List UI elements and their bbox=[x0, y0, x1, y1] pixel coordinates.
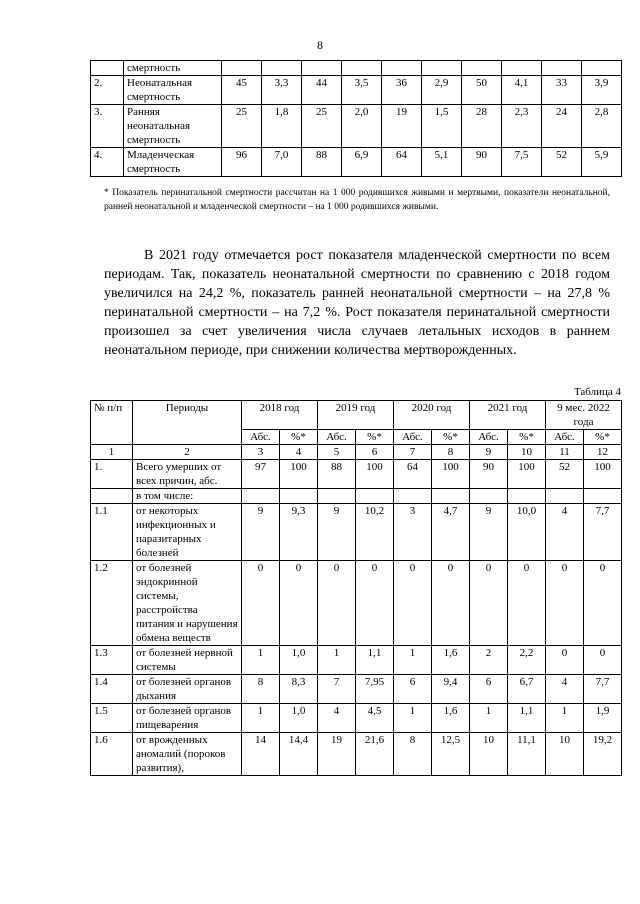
row-label: от болезней эндокринной системы, расстройства питания и нарушения обмена веществ bbox=[133, 561, 242, 646]
row-label: от болезней органов пищеварения bbox=[133, 704, 242, 733]
row-number: 1. bbox=[91, 460, 133, 489]
column-number: 10 bbox=[508, 445, 546, 460]
value-cell: 4 bbox=[318, 704, 356, 733]
column-number: 1 bbox=[91, 445, 133, 460]
value-cell: 96 bbox=[222, 148, 262, 177]
value-cell: 7,7 bbox=[584, 504, 622, 561]
value-cell: 0 bbox=[470, 561, 508, 646]
causes-of-death-table bbox=[90, 400, 622, 776]
value-cell: 36 bbox=[382, 76, 422, 105]
value-cell: 10,2 bbox=[356, 504, 394, 561]
row-number: 3. bbox=[91, 105, 124, 148]
table-row bbox=[91, 646, 622, 675]
row-number: 1.5 bbox=[91, 704, 133, 733]
value-cell bbox=[422, 61, 462, 76]
value-cell: 33 bbox=[542, 76, 582, 105]
value-cell: 1 bbox=[470, 704, 508, 733]
value-cell bbox=[302, 61, 342, 76]
value-cell bbox=[582, 61, 622, 76]
header-abs: Абс. bbox=[546, 430, 584, 445]
header-periods: Периоды bbox=[133, 401, 242, 445]
column-number: 2 bbox=[133, 445, 242, 460]
value-cell: 9 bbox=[318, 504, 356, 561]
row-label: Всего умерших от всех причин, абс. bbox=[133, 460, 242, 489]
table-row bbox=[91, 561, 622, 646]
value-cell: 2,8 bbox=[582, 105, 622, 148]
value-cell bbox=[382, 61, 422, 76]
value-cell: 0 bbox=[318, 561, 356, 646]
row-number bbox=[91, 489, 133, 504]
column-number: 5 bbox=[318, 445, 356, 460]
body-paragraph: В 2021 году отмечается рост показателя младенческой смертности по всем периодам. Так, показатель неонатальной смертности по сравнению с 2018 годом увеличился на 24,2 %, показатель ранней неонатальной смертности – на 27,8 % перинатальной смертности – на 7,2 %. Рост показателя перинатальной смертности произошел за счет увеличения числа случаев летальных исходов в раннем неонатальном периоде, при снижении количества мертворожденных. bbox=[104, 248, 610, 358]
table-row bbox=[91, 76, 622, 105]
value-cell bbox=[262, 61, 302, 76]
value-cell: 8 bbox=[242, 675, 280, 704]
value-cell: 14 bbox=[242, 733, 280, 776]
value-cell bbox=[394, 489, 432, 504]
value-cell: 6 bbox=[470, 675, 508, 704]
value-cell: 7,5 bbox=[502, 148, 542, 177]
table-row bbox=[91, 675, 622, 704]
value-cell: 6,9 bbox=[342, 148, 382, 177]
header-pct: %* bbox=[356, 430, 394, 445]
value-cell: 2,2 bbox=[508, 646, 546, 675]
value-cell: 1,1 bbox=[356, 646, 394, 675]
header-year: 9 мес. 2022 года bbox=[546, 401, 622, 430]
value-cell: 3,3 bbox=[262, 76, 302, 105]
column-number: 6 bbox=[356, 445, 394, 460]
row-label: Младенческая смертность bbox=[124, 148, 222, 177]
value-cell: 1,9 bbox=[584, 704, 622, 733]
value-cell: 9,3 bbox=[280, 504, 318, 561]
value-cell: 7,95 bbox=[356, 675, 394, 704]
value-cell: 0 bbox=[584, 561, 622, 646]
value-cell: 88 bbox=[302, 148, 342, 177]
row-number: 1.6 bbox=[91, 733, 133, 776]
header-pct: %* bbox=[508, 430, 546, 445]
value-cell: 4,1 bbox=[502, 76, 542, 105]
value-cell bbox=[222, 61, 262, 76]
value-cell: 1 bbox=[242, 704, 280, 733]
value-cell: 1,8 bbox=[262, 105, 302, 148]
table-row bbox=[91, 148, 622, 177]
value-cell: 2 bbox=[470, 646, 508, 675]
value-cell bbox=[584, 489, 622, 504]
page-number: 8 bbox=[317, 38, 323, 52]
row-number: 4. bbox=[91, 148, 124, 177]
value-cell: 0 bbox=[356, 561, 394, 646]
value-cell: 0 bbox=[508, 561, 546, 646]
value-cell: 90 bbox=[462, 148, 502, 177]
value-cell: 10,0 bbox=[508, 504, 546, 561]
value-cell: 0 bbox=[242, 561, 280, 646]
value-cell: 1 bbox=[394, 646, 432, 675]
value-cell: 64 bbox=[382, 148, 422, 177]
row-number: 2. bbox=[91, 76, 124, 105]
value-cell: 4 bbox=[546, 675, 584, 704]
value-cell: 24 bbox=[542, 105, 582, 148]
header-pct: %* bbox=[584, 430, 622, 445]
value-cell bbox=[342, 61, 382, 76]
value-cell: 2,9 bbox=[422, 76, 462, 105]
value-cell: 1,0 bbox=[280, 704, 318, 733]
header-abs: Абс. bbox=[394, 430, 432, 445]
table-row bbox=[91, 704, 622, 733]
value-cell: 10 bbox=[546, 733, 584, 776]
row-number bbox=[91, 61, 124, 76]
header-year: 2021 год bbox=[470, 401, 546, 430]
header-row-years bbox=[91, 401, 622, 430]
value-cell: 1,0 bbox=[280, 646, 318, 675]
header-abs: Абс. bbox=[318, 430, 356, 445]
value-cell: 9 bbox=[242, 504, 280, 561]
value-cell: 100 bbox=[508, 460, 546, 489]
table-caption: Таблица 4 bbox=[573, 386, 621, 398]
header-year: 2019 год bbox=[318, 401, 394, 430]
mortality-rates-table bbox=[90, 60, 622, 177]
value-cell: 3,9 bbox=[582, 76, 622, 105]
value-cell bbox=[542, 61, 582, 76]
value-cell: 1 bbox=[394, 704, 432, 733]
value-cell: 100 bbox=[356, 460, 394, 489]
value-cell: 8,3 bbox=[280, 675, 318, 704]
column-number: 8 bbox=[432, 445, 470, 460]
value-cell: 1,6 bbox=[432, 704, 470, 733]
value-cell: 1 bbox=[546, 704, 584, 733]
value-cell: 52 bbox=[542, 148, 582, 177]
value-cell: 100 bbox=[432, 460, 470, 489]
value-cell: 0 bbox=[546, 561, 584, 646]
header-year: 2020 год bbox=[394, 401, 470, 430]
value-cell: 0 bbox=[546, 646, 584, 675]
value-cell: 100 bbox=[280, 460, 318, 489]
value-cell bbox=[546, 489, 584, 504]
row-label: от некоторых инфекционных и паразитарных болезней bbox=[133, 504, 242, 561]
value-cell: 1,5 bbox=[422, 105, 462, 148]
value-cell bbox=[462, 61, 502, 76]
column-number: 9 bbox=[470, 445, 508, 460]
value-cell bbox=[502, 61, 542, 76]
value-cell: 2,3 bbox=[502, 105, 542, 148]
value-cell: 6,7 bbox=[508, 675, 546, 704]
value-cell: 9 bbox=[470, 504, 508, 561]
row-label: в том числе: bbox=[133, 489, 242, 504]
table-row bbox=[91, 460, 622, 489]
row-number: 1.1 bbox=[91, 504, 133, 561]
column-number: 7 bbox=[394, 445, 432, 460]
footnote: * Показатель перинатальной смертности рассчитан на 1 000 родившихся живыми и мертвыми, показатели неонатальной, ранней неонатальной и младенческой смертности – на 1 000 родившихся живыми. bbox=[104, 188, 610, 212]
header-pct: %* bbox=[432, 430, 470, 445]
row-label: Ранняя неонатальная смертность bbox=[124, 105, 222, 148]
value-cell: 8 bbox=[394, 733, 432, 776]
table-row bbox=[91, 61, 622, 76]
value-cell: 4,7 bbox=[432, 504, 470, 561]
value-cell: 19,2 bbox=[584, 733, 622, 776]
value-cell: 1 bbox=[242, 646, 280, 675]
row-number: 1.3 bbox=[91, 646, 133, 675]
value-cell: 19 bbox=[318, 733, 356, 776]
value-cell: 11,1 bbox=[508, 733, 546, 776]
value-cell: 3 bbox=[394, 504, 432, 561]
value-cell: 88 bbox=[318, 460, 356, 489]
value-cell: 6 bbox=[394, 675, 432, 704]
value-cell bbox=[280, 489, 318, 504]
value-cell: 7,0 bbox=[262, 148, 302, 177]
value-cell: 1,6 bbox=[432, 646, 470, 675]
header-abs: Абс. bbox=[470, 430, 508, 445]
value-cell: 0 bbox=[280, 561, 318, 646]
value-cell: 64 bbox=[394, 460, 432, 489]
value-cell: 44 bbox=[302, 76, 342, 105]
value-cell: 100 bbox=[584, 460, 622, 489]
value-cell: 10 bbox=[470, 733, 508, 776]
value-cell: 52 bbox=[546, 460, 584, 489]
row-label: смертность bbox=[124, 61, 222, 76]
value-cell: 14,4 bbox=[280, 733, 318, 776]
value-cell: 25 bbox=[302, 105, 342, 148]
value-cell bbox=[508, 489, 546, 504]
column-number: 4 bbox=[280, 445, 318, 460]
table-row bbox=[91, 105, 622, 148]
table-row bbox=[91, 489, 622, 504]
header-year: 2018 год bbox=[242, 401, 318, 430]
value-cell: 50 bbox=[462, 76, 502, 105]
value-cell: 4,5 bbox=[356, 704, 394, 733]
value-cell bbox=[242, 489, 280, 504]
row-label: от болезней нервной системы bbox=[133, 646, 242, 675]
value-cell: 90 bbox=[470, 460, 508, 489]
value-cell bbox=[318, 489, 356, 504]
table-row bbox=[91, 733, 622, 776]
value-cell: 3,5 bbox=[342, 76, 382, 105]
row-label: Неонатальная смертность bbox=[124, 76, 222, 105]
value-cell: 25 bbox=[222, 105, 262, 148]
column-number: 11 bbox=[546, 445, 584, 460]
row-label: от врожденных аномалий (пороков развития), bbox=[133, 733, 242, 776]
value-cell: 0 bbox=[584, 646, 622, 675]
value-cell: 19 bbox=[382, 105, 422, 148]
value-cell: 0 bbox=[394, 561, 432, 646]
column-number: 3 bbox=[242, 445, 280, 460]
column-number: 12 bbox=[584, 445, 622, 460]
value-cell: 0 bbox=[432, 561, 470, 646]
value-cell: 21,6 bbox=[356, 733, 394, 776]
value-cell bbox=[432, 489, 470, 504]
value-cell: 28 bbox=[462, 105, 502, 148]
value-cell: 7 bbox=[318, 675, 356, 704]
row-label: от болезней органов дыхания bbox=[133, 675, 242, 704]
column-numbers-row bbox=[91, 445, 622, 460]
value-cell: 12,5 bbox=[432, 733, 470, 776]
value-cell: 5,9 bbox=[582, 148, 622, 177]
table-row bbox=[91, 504, 622, 561]
row-number: 1.2 bbox=[91, 561, 133, 646]
header-num: № п/п bbox=[91, 401, 133, 445]
value-cell bbox=[356, 489, 394, 504]
header-pct: %* bbox=[280, 430, 318, 445]
value-cell bbox=[470, 489, 508, 504]
value-cell: 9,4 bbox=[432, 675, 470, 704]
value-cell: 2,0 bbox=[342, 105, 382, 148]
value-cell: 5,1 bbox=[422, 148, 462, 177]
value-cell: 7,7 bbox=[584, 675, 622, 704]
value-cell: 1 bbox=[318, 646, 356, 675]
value-cell: 97 bbox=[242, 460, 280, 489]
value-cell: 4 bbox=[546, 504, 584, 561]
value-cell: 45 bbox=[222, 76, 262, 105]
row-number: 1.4 bbox=[91, 675, 133, 704]
value-cell: 1,1 bbox=[508, 704, 546, 733]
header-abs: Абс. bbox=[242, 430, 280, 445]
